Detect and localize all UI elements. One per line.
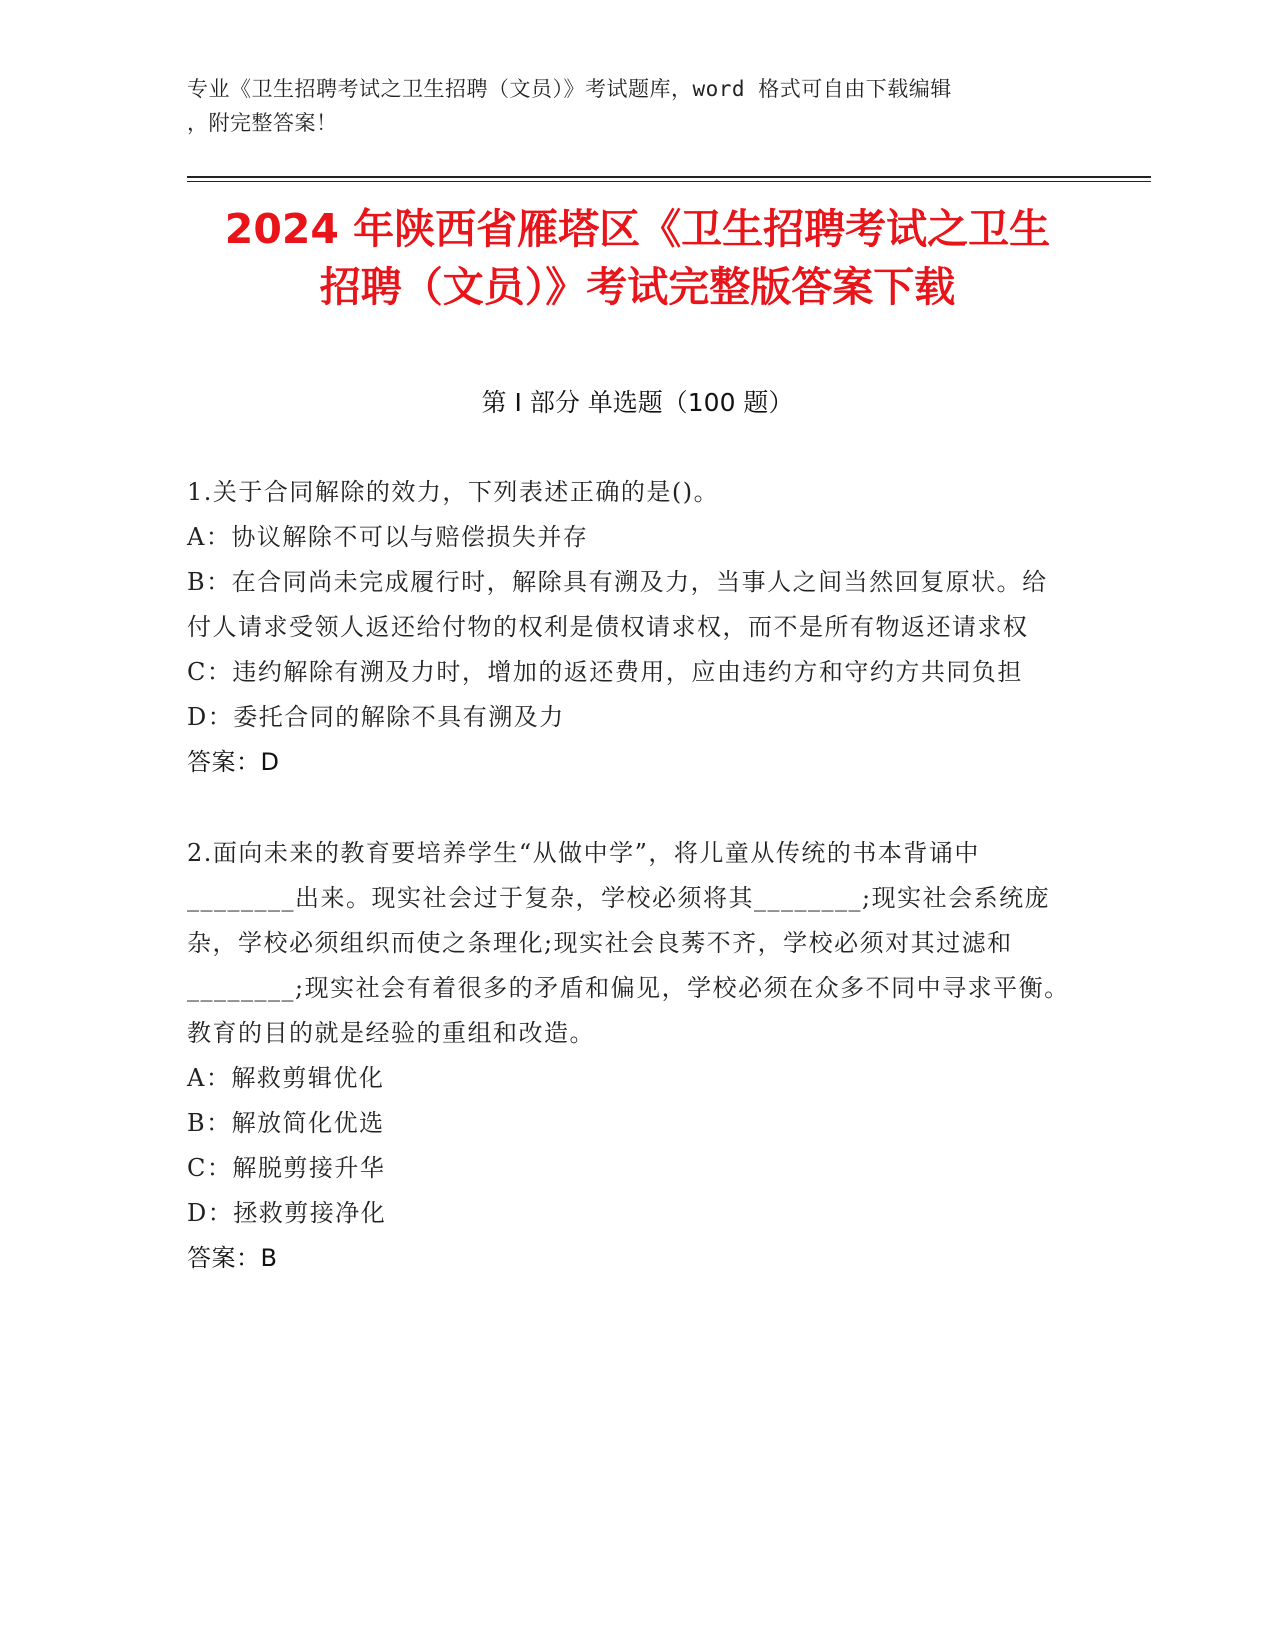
question-stem: 2.面向未来的教育要培养学生“从做中学”，将儿童从传统的书本背诵中________出来。现实社会过于复杂，学校必须将其________;现实社会系统庞杂，学校必须组织而使之条理化;现实社会良莠不齐，学校必须对其过滤和________;现实社会有着很多的矛盾和偏见，学校必须在众多不同中寻求平衡。教育的目的就是经验的重组和改造。 [187,839,1070,1047]
option-b: B：在合同尚未完成履行时，解除具有溯及力，当事人之间当然回复原状。给付人请求受领人返还给付物的权利是债权请求权，而不是所有物返还请求权 [187,568,1048,641]
option-c: C：解脱剪接升华 [187,1154,386,1182]
option-d: D：委托合同的解除不具有溯及力 [187,703,565,731]
answer: 答案：D [187,748,280,776]
header-rule-thin [187,181,1151,182]
question-1 [187,470,1072,785]
header-rule-thick [187,176,1151,178]
header-note-line-2: ，附完整答案！ [187,111,338,135]
document-title [150,200,1125,316]
header-note-line-1: 专业《卫生招聘考试之卫生招聘（文员）》考试题库，word 格式可自由下载编辑 [187,77,952,101]
option-b: B：解放简化优选 [187,1109,385,1137]
answer: 答案：B [187,1244,278,1272]
question-list [187,470,1072,1281]
option-d: D：拯救剪接净化 [187,1199,387,1227]
option-a: A：解救剪辑优化 [187,1064,385,1092]
option-a: A：协议解除不可以与赔偿损失并存 [187,523,589,551]
question-stem: 1.关于合同解除的效力，下列表述正确的是()。 [187,478,720,506]
document-title-line-2: 招聘（文员）》考试完整版答案下载 [319,263,956,311]
question-2 [187,831,1072,1281]
option-c: C：违约解除有溯及力时，增加的返还费用，应由违约方和守约方共同负担 [187,658,1023,686]
header-note [187,72,1077,140]
document-title-line-1: 2024 年陕西省雁塔区《卫生招聘考试之卫生 [224,205,1051,253]
section-title: 第 I 部分 单选题（100 题） [481,388,794,417]
